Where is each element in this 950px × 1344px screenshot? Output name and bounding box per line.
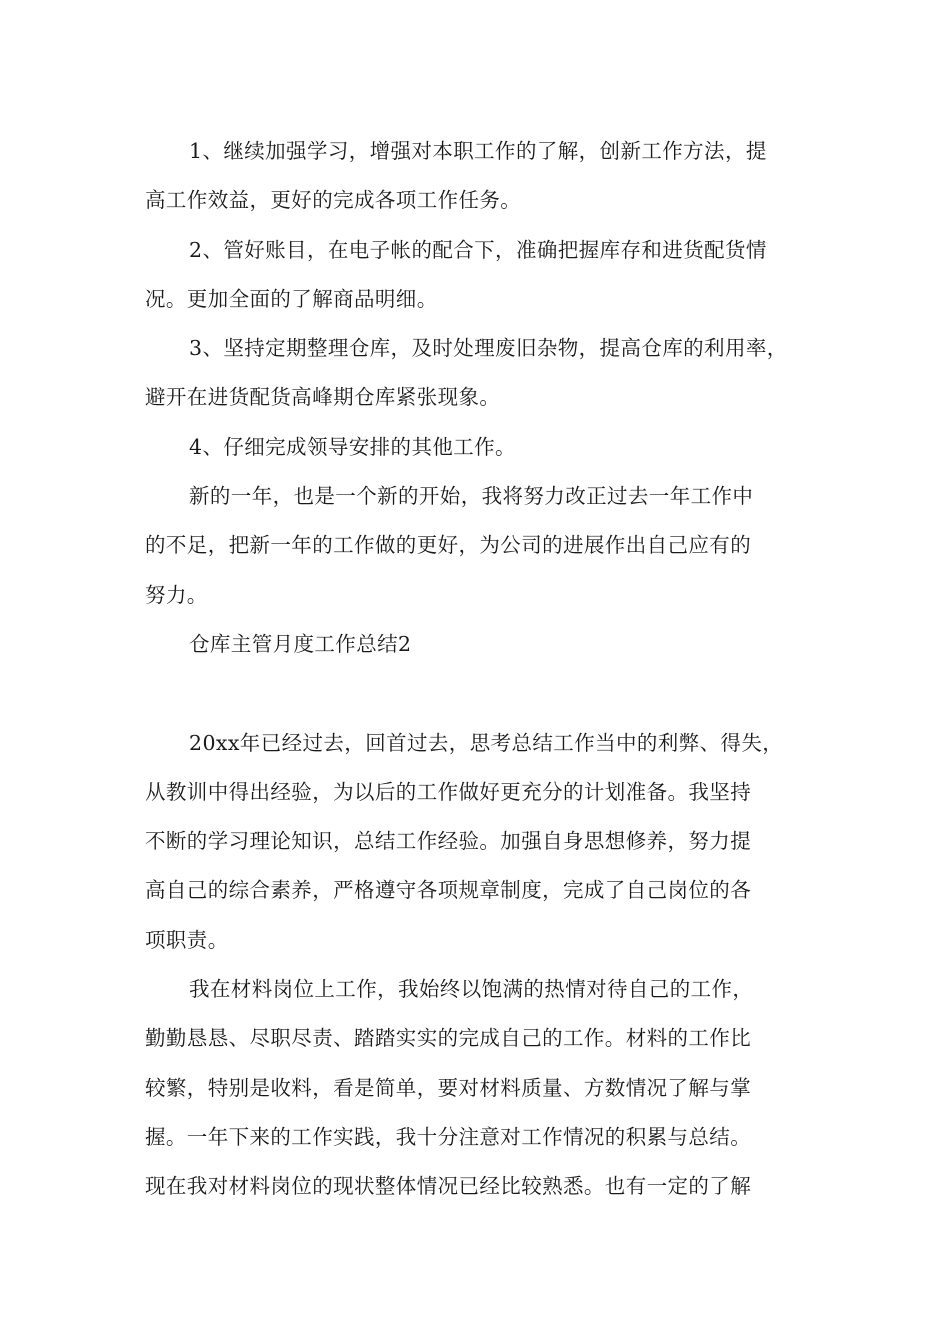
text-line: 况。更加全面的了解商品明细。 (145, 286, 438, 311)
text-line: 我在材料岗位上工作，我始终以饱满的热情对待自己的工作， (189, 977, 754, 1002)
closing-paragraph (145, 472, 811, 620)
paragraph-item-4 (145, 423, 811, 472)
text-line: 1、继续加强学习，增强对本职工作的了解，创新工作方法，提 (189, 139, 767, 163)
text-line: 避开在进货配货高峰期仓库紧张现象。 (145, 385, 501, 410)
text-line: 20xx年已经过去，回首过去，思考总结工作当中的利弊、得失， (189, 730, 784, 755)
text-line: 较繁，特别是收料，看是简单，要对材料质量、方数情况了解与掌 (145, 1075, 752, 1100)
document-body (145, 127, 811, 1212)
text-line: 勤勤恳恳、尽职尽责、踏踏实实的完成自己的工作。材料的工作比 (145, 1026, 752, 1051)
text-line: 努力。 (145, 582, 208, 607)
material-paragraph (145, 965, 811, 1211)
paragraph-item-2 (145, 226, 811, 325)
text-line: 现在我对材料岗位的现状整体情况已经比较熟悉。也有一定的了解 (145, 1174, 752, 1199)
paragraph-item-3 (145, 324, 811, 423)
section-heading: 仓库主管月度工作总结2 (189, 631, 412, 656)
text-line: 4、仔细完成领导安排的其他工作。 (189, 434, 516, 459)
text-line: 项职责。 (145, 927, 229, 952)
text-line: 2、管好账目，在电子帐的配合下，准确把握库存和进货配货情 (189, 237, 767, 262)
text-line: 握。一年下来的工作实践，我十分注意对工作情况的积累与总结。 (145, 1124, 752, 1149)
text-line: 的不足，把新一年的工作做的更好，为公司的进展作出自己应有的 (145, 533, 752, 558)
text-line: 不断的学习理论知识，总结工作经验。加强自身思想修养，努力提 (145, 829, 752, 854)
text-line: 高自己的综合素养，严格遵守各项规章制度，完成了自己岗位的各 (145, 878, 752, 903)
text-line: 新的一年，也是一个新的开始，我将努力改正过去一年工作中 (189, 484, 754, 509)
summary-paragraph (145, 719, 811, 965)
text-line: 高工作效益，更好的完成各项工作任务。 (145, 188, 522, 213)
text-line: 从教训中得出经验，为以后的工作做好更充分的计划准备。我坚持 (145, 779, 752, 804)
text-line: 3、坚持定期整理仓库，及时处理废旧杂物，提高仓库的利用率， (189, 336, 788, 361)
blank-line (145, 669, 811, 718)
paragraph-item-1 (145, 127, 811, 226)
